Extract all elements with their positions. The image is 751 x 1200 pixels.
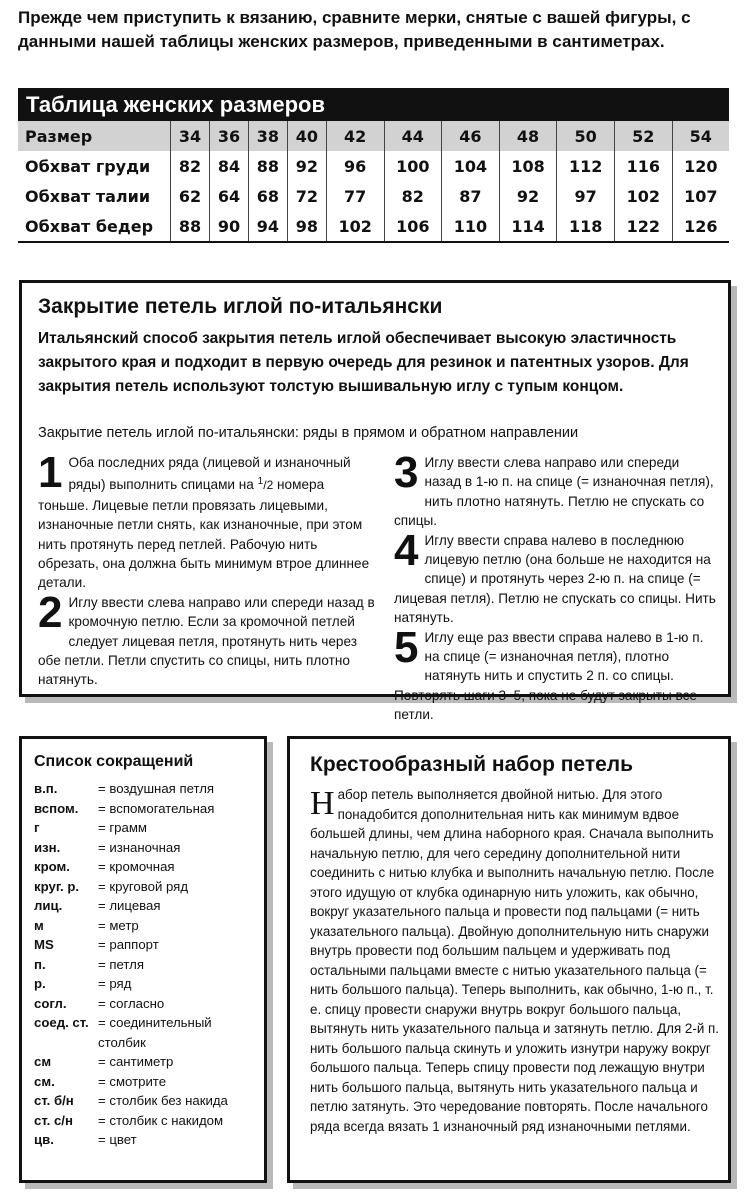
list-item: [34, 779, 262, 799]
abbr-value: = цвет: [98, 1132, 137, 1147]
table-cell: 82: [384, 181, 442, 211]
table-cell: 97: [557, 181, 615, 211]
abbr-key: согл.: [34, 995, 67, 1011]
table-cell: 104: [442, 151, 500, 181]
list-item: [34, 916, 262, 936]
abbr-value: = кромочная: [98, 859, 175, 874]
cross-caston-box: [287, 736, 731, 1183]
size-cell: 54: [672, 121, 729, 151]
abbr-value: = согласно: [98, 995, 165, 1011]
abbr-value: = петля: [98, 956, 144, 972]
cross-caston-title: Крестообразный набор петель: [310, 753, 634, 776]
step-text: Иглу ввести слева направо или спереди назад в кромочную петлю. Если за кромочной петлей следует лицевая петля, протянуть нить через обе петли. Петли спустить со спицы, нить плотно натянуть.: [38, 594, 375, 688]
table-cell: 90: [209, 211, 248, 242]
table-row-hips: [18, 211, 729, 242]
size-cell: 36: [209, 121, 248, 151]
italian-bindoff-box: [19, 280, 731, 723]
table-cell: 62: [171, 181, 210, 211]
abbr-key: м: [34, 917, 44, 933]
table-cell: 77: [326, 181, 384, 211]
abbr-value: = вспомогательная: [98, 800, 215, 816]
step-3: [394, 448, 718, 531]
step-text: номера тоньше. Лицевые петли провязать лицевыми, изнаночные петли снять, как изнаночные, при этом нить протянуть перед петлей. Рабочую нить обрезать, она должна быть минимум втрое длиннее детали.: [38, 477, 370, 591]
abbr-value: = столбик с накидом: [98, 1112, 224, 1128]
table-cell: 94: [248, 211, 287, 242]
steps-left-column: [38, 448, 378, 690]
abbr-key: изн.: [34, 839, 61, 855]
step-text: Оба последних ряда (лицевой и изнаночный ряды) выполнить спицами на: [68, 455, 351, 493]
step-5: [394, 622, 718, 725]
abbr-value: = лицевая: [98, 898, 161, 913]
table-cell: 106: [384, 211, 442, 242]
row-label: Обхват талии: [18, 181, 171, 211]
abbr-value: = ряд: [98, 976, 132, 991]
step-number: 1: [38, 448, 63, 497]
size-cell: 42: [326, 121, 384, 151]
abbr-value: = круговой ряд: [98, 878, 189, 894]
step-1: [38, 448, 378, 593]
abbr-key: г: [34, 820, 40, 835]
abbr-key: цв.: [34, 1132, 54, 1147]
table-cell: 64: [209, 181, 248, 211]
list-item: [34, 1072, 262, 1092]
abbr-key: п.: [34, 956, 46, 972]
list-item: [34, 1111, 262, 1131]
abbr-value: = раппорт: [98, 937, 159, 952]
step-number: 5: [394, 622, 419, 672]
list-item: [34, 877, 262, 897]
abbreviations-list: [34, 779, 262, 1150]
abbr-key: вспом.: [34, 800, 79, 816]
fraction: $^1$/2: [257, 476, 274, 493]
table-cell: 126: [672, 211, 729, 242]
table-cell: 116: [615, 151, 673, 181]
table-cell: 72: [287, 181, 326, 211]
abbr-key: р.: [34, 976, 46, 991]
list-item: [34, 955, 262, 975]
size-cell: 48: [499, 121, 557, 151]
abbr-value: = изнаночная: [98, 839, 181, 855]
abbr-value: = смотрите: [98, 1073, 167, 1089]
row-label: Обхват груди: [18, 151, 171, 181]
abbr-key: круг. р.: [34, 878, 80, 894]
abbr-key: лиц.: [34, 898, 63, 913]
table-cell: 107: [684, 186, 718, 206]
list-item: [34, 896, 262, 916]
step-number: 3: [394, 448, 419, 497]
table-cell: 92: [499, 181, 557, 211]
step-number: 2: [38, 587, 63, 637]
size-cell: 40: [287, 121, 326, 151]
fraction-denominator: 2: [266, 478, 274, 493]
cross-caston-body: абор петель выполняется двойной нитью. Для этого понадобится дополнительная нить как минимум вдвое большей длины, чем длина наборного края. Сначала выполнить начальную петлю, для чего середину дополнительной нити соединить с нитью клубка и выполнить начальную петлю. После этого идущую от клубка одинарную нить уложить, как обычно, вокруг указательного пальца и провести под пальцами (= нить указательного пальца). Двойную дополнительную нить снаружи внутрь провести под большим пальцем и удерживать под остальными пальцами вместе с нитью указательного пальца (= нить большого пальца). Теперь выполнить, как обычно, 1-ю п., т. е. спицу провести снаружи внутрь вокруг большого пальца, вытянуть нить указательного пальца и затянуть петлю. Для 2-й п. нить большого пальца скинуть и уложить изнутри наружу вокруг большого пальца. Теперь спицу провести под лежащую внутри нить большого пальца, вытянуть нить указательного пальца и петлю затянуть. Это чередование повторять. После начального ряда всегда вязать 1 изнаночный ряд изнаночными петлями.: [310, 787, 720, 1134]
italian-intro: Итальянский способ закрытия петель иглой обеспечивает высокую эластичность закрытого края и подходит в первую очередь для резинок и патентных узоров. Для закрытия петель используют толстую вышивальную иглу с тупым концом.: [38, 330, 689, 395]
abbreviations-box: [19, 736, 267, 1183]
abbr-key: соед. ст.: [34, 1015, 89, 1030]
list-item: [34, 857, 262, 877]
row-label: Обхват бедер: [18, 211, 171, 242]
step-number: 4: [394, 525, 419, 575]
table-cell: 96: [326, 151, 384, 181]
table-cell: 84: [209, 151, 248, 181]
size-cell: 52: [615, 121, 673, 151]
step-2: [38, 587, 378, 690]
table-cell: 98: [287, 211, 326, 242]
abbr-value: = грамм: [98, 820, 147, 835]
table-row-waist: [18, 181, 729, 211]
list-item: [34, 1091, 262, 1111]
abbreviations-title: Список сокращений: [34, 753, 194, 770]
table-cell: 82: [171, 151, 210, 181]
italian-title: Закрытие петель иглой по-итальянски: [38, 295, 443, 318]
table-cell: 118: [557, 211, 615, 242]
intro-text: Прежде чем приступить к вязанию, сравните мерки, снятые с вашей фигуры, с данными нашей таблицы женских размеров, приведенными в сантиметрах.: [18, 8, 691, 51]
table-cell: 102: [326, 211, 384, 242]
abbr-value: = метр: [98, 917, 139, 933]
table-cell: 112: [557, 151, 615, 181]
step-text: Иглу еще раз ввести справа налево в 1-ю п. на спице (= изнаночная петля), плотно натянуть нить и спустить 2 п. со спицы. Повторять шаги 3–5, пока не будут закрыты все петли.: [394, 629, 704, 723]
abbr-key: ст. с/н: [34, 1112, 73, 1128]
table-cell: 114: [499, 211, 557, 242]
table-header-row: [18, 121, 729, 151]
table-cell: 108: [499, 151, 557, 181]
size-cell: 50: [557, 121, 615, 151]
table-cell: 88: [171, 211, 210, 242]
table-cell: 88: [248, 151, 287, 181]
table-cell: 92: [287, 151, 326, 181]
list-item: [34, 994, 262, 1014]
table-cell: 87: [442, 181, 500, 211]
fraction-numerator: 1: [257, 476, 264, 488]
abbr-key: ст. б/н: [34, 1093, 74, 1108]
size-cell: 34: [171, 121, 210, 151]
abbr-key: MS: [34, 937, 54, 952]
list-item: [34, 1130, 262, 1150]
list-item: [34, 799, 262, 819]
size-cell: 38: [248, 121, 287, 151]
abbr-value: = воздушная петля: [98, 781, 215, 796]
steps-right-column: [394, 448, 718, 725]
list-item: [34, 838, 262, 858]
drop-cap: Н: [310, 785, 335, 822]
table-cell: 120: [684, 156, 718, 176]
list-item: [34, 1013, 262, 1052]
table-row-bust: [18, 151, 729, 181]
step-text: Иглу ввести слева направо или спереди назад в 1-ю п. на спице (= изнаночная петля), нить плотно натянуть. Петлю не спускать со спицы.: [394, 455, 714, 529]
sizes-table: [18, 121, 729, 243]
step-4: [394, 525, 718, 628]
table-cell: 102: [615, 181, 673, 211]
size-cell: 44: [384, 121, 442, 151]
table-cell: 110: [442, 211, 500, 242]
header-label: Размер: [18, 121, 171, 151]
list-item: [34, 974, 262, 994]
table-cell: 122: [615, 211, 673, 242]
italian-subtitle: Закрытие петель иглой по-итальянски: ряды в прямом и обратном направлении: [38, 425, 579, 441]
abbr-key: в.п.: [34, 781, 58, 796]
sizes-table-title: Таблица женских размеров: [18, 88, 729, 121]
table-cell: 100: [384, 151, 442, 181]
abbr-key: см: [34, 1054, 52, 1069]
list-item: [34, 935, 262, 955]
size-cell: 46: [442, 121, 500, 151]
step-text: Иглу ввести справа налево в последнюю лицевую петлю (она больше не находится на спице) и протянуть через 2-ю п. на спице (= лицевая петля). Петлю не спускать со спицы. Нить натянуть.: [394, 532, 716, 626]
cross-caston-text: [310, 785, 720, 1136]
abbr-value: = сантиметр: [98, 1054, 174, 1069]
list-item: [34, 818, 262, 838]
abbr-key: кром.: [34, 859, 70, 874]
abbr-value: = соединительный столбик: [98, 1015, 212, 1050]
list-item: [34, 1052, 262, 1072]
abbr-key: см.: [34, 1073, 55, 1089]
abbr-value: = столбик без накида: [98, 1093, 228, 1108]
table-cell: 68: [248, 181, 287, 211]
